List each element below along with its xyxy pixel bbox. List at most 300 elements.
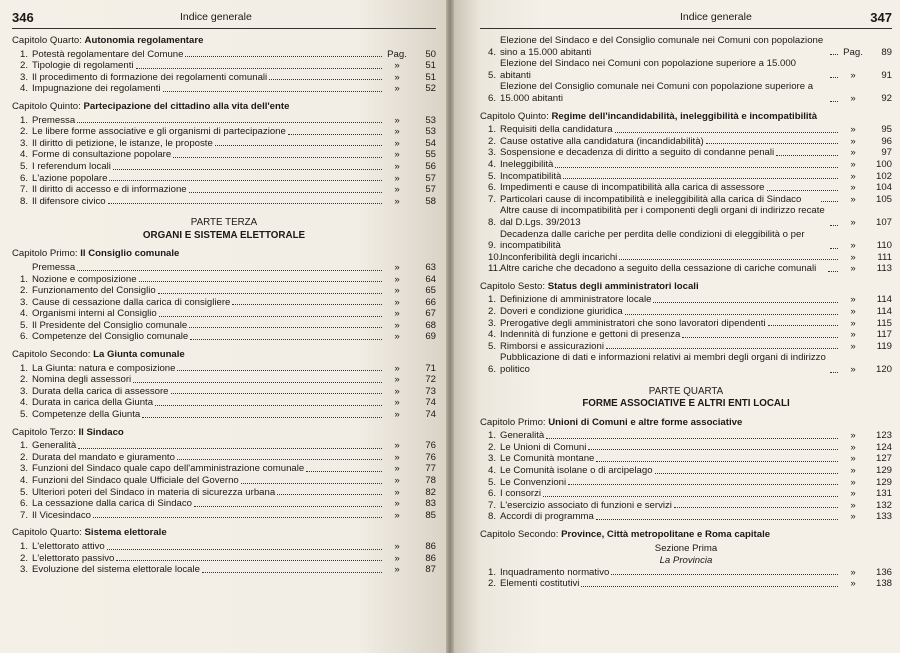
page-marker: » [394, 451, 400, 463]
index-entry [12, 184, 436, 196]
dot-leader [596, 461, 838, 462]
entry-page-number: 82 [425, 486, 436, 498]
right-index-entries [480, 35, 892, 590]
entry-title-wrap [32, 331, 384, 343]
entry-title: Altre cariche che decadono a seguito della cessazione di cariche comunali [500, 263, 817, 275]
page-marker: » [394, 296, 400, 308]
dot-leader [830, 372, 838, 373]
page-marker: » [394, 331, 400, 343]
dot-leader [306, 471, 382, 472]
dot-leader [682, 337, 838, 338]
entry-title-wrap [32, 173, 384, 185]
entry-page-number: 63 [425, 261, 436, 273]
entry-title: Impugnazione dei regolamenti [32, 83, 161, 95]
entry-title: I consorzi [500, 488, 542, 500]
page-marker: » [850, 578, 856, 590]
entry-title: Inconferibilità degli incarichi [500, 251, 618, 263]
page-marker: » [394, 126, 400, 138]
index-entry [12, 173, 436, 185]
part-heading [480, 386, 892, 411]
index-entry [480, 229, 892, 252]
dot-leader [177, 459, 382, 460]
entry-title: Nozione e composizione [32, 273, 137, 285]
entry-page-number: 78 [425, 475, 436, 486]
entry-page-number: 100 [875, 158, 892, 170]
entry-page-number: 111 [877, 251, 892, 263]
index-entry [480, 430, 892, 442]
entry-page-number: 119 [876, 340, 892, 352]
index-entry [480, 294, 892, 306]
entry-title-wrap [500, 205, 840, 228]
entry-title-wrap [32, 463, 384, 475]
entry-page-number: 65 [425, 285, 436, 297]
entry-title: Generalità [32, 440, 77, 452]
entry-title: Le Unioni di Comuni [500, 441, 587, 453]
dot-leader [139, 281, 382, 282]
entry-page-number: 110 [876, 240, 892, 252]
chapter-label: Capitolo Primo: [480, 416, 549, 428]
index-entry [480, 453, 892, 465]
dot-leader [136, 68, 382, 69]
entry-title: L'elettorato passivo [32, 552, 115, 564]
dot-leader [706, 143, 838, 144]
dot-leader [190, 339, 382, 340]
page-marker: » [850, 566, 856, 578]
part-heading [12, 217, 436, 242]
entry-title: Funzioni del Sindaco quale Ufficiale del Governo [32, 475, 239, 486]
page-marker: » [394, 83, 400, 95]
entry-title-wrap [32, 452, 384, 464]
page-marker: » [394, 114, 400, 126]
index-entry [12, 274, 436, 286]
entry-title: Particolari cause di incompatibilità e ineleggibilità alla carica di Sindaco [500, 193, 802, 205]
entry-title-wrap [500, 171, 840, 183]
entry-number: 6. [488, 364, 497, 376]
entry-number: 1. [488, 430, 497, 442]
entry-title: Indennità di funzione e gettoni di presenza [500, 329, 681, 341]
entry-title: Forme di consultazione popolare [32, 149, 172, 161]
dot-leader [171, 393, 382, 394]
entry-page-number: 64 [425, 273, 436, 285]
dot-leader [288, 134, 382, 135]
index-entry [12, 285, 436, 297]
part-title: ORGANI E SISTEMA ELETTORALE [142, 229, 306, 241]
page-marker: » [394, 564, 400, 576]
entry-title-wrap [32, 510, 384, 522]
index-entry [480, 352, 892, 375]
entry-title: Definizione di amministratore locale [500, 294, 652, 306]
page-marker: » [850, 294, 856, 306]
entry-page-number: 127 [875, 453, 892, 465]
entry-title: Competenze della Giunta [32, 409, 141, 421]
page-marker: » [394, 261, 400, 273]
entry-title: L'esercizio associato di funzioni e servizi [500, 499, 672, 511]
entry-title-wrap [500, 442, 840, 454]
page-marker: » [850, 430, 856, 442]
index-entry [12, 196, 436, 208]
chapter-label: Capitolo Secondo: [480, 528, 562, 540]
entry-page-number: 96 [881, 135, 892, 147]
entry-title: Impedimenti e cause di incompatibilità alla carica di assessore [500, 182, 765, 194]
dot-leader [619, 259, 838, 260]
index-entry [12, 452, 436, 464]
entry-title: Le Comunità isolane o di arcipelago [500, 465, 653, 476]
section-subtitle: La Provincia [659, 554, 713, 566]
page-marker: » [850, 92, 856, 104]
dot-leader [159, 316, 382, 317]
entry-title-wrap [32, 49, 384, 61]
index-entry [480, 341, 892, 353]
dot-leader [241, 483, 382, 484]
entry-title-wrap [32, 386, 384, 398]
entry-title: Il diritto di accesso e di informazione [32, 184, 187, 196]
index-entry [12, 553, 436, 565]
entry-title-wrap [32, 274, 384, 286]
chapter-title: Province, Città metropolitane e Roma capitale [561, 528, 771, 540]
left-page [0, 0, 446, 653]
entry-title: Elementi costitutivi [500, 578, 580, 590]
entry-page-number: 92 [881, 92, 892, 104]
entry-page-number: 72 [425, 374, 436, 386]
entry-title-wrap [32, 149, 384, 161]
page-marker: » [850, 465, 856, 476]
entry-number: 4. [488, 158, 497, 170]
right-page-number: 347 [870, 10, 892, 25]
entry-title: Sospensione e decadenza di diritto a seguito di condanne penali [500, 147, 775, 159]
entry-title-wrap [500, 147, 840, 159]
chapter-heading [480, 529, 892, 541]
entry-number: 2. [20, 374, 29, 386]
entry-page-number: 114 [876, 294, 892, 306]
dot-leader [568, 484, 838, 485]
entry-title-wrap [500, 58, 840, 81]
entry-number: 6. [488, 488, 497, 500]
chapter-heading [12, 35, 436, 47]
entry-title-wrap [32, 374, 384, 386]
chapter-title: Regime dell'incandidabilità, ineleggibilità e incompatibilità [551, 110, 818, 122]
entry-page-number: 74 [425, 397, 436, 409]
entry-title-wrap [32, 498, 384, 510]
dot-leader [107, 549, 382, 550]
page-marker: » [850, 340, 856, 352]
index-entry [480, 465, 892, 477]
index-entry [12, 126, 436, 138]
chapter-label: Capitolo Quarto: [12, 527, 85, 539]
page-marker: » [850, 364, 856, 376]
entry-title-wrap [32, 72, 384, 84]
index-entry [12, 564, 436, 576]
page-marker: » [850, 488, 856, 500]
index-entry [12, 475, 436, 487]
dot-leader [588, 449, 838, 450]
entry-title: Organismi interni al Consiglio [32, 308, 157, 320]
entry-number: 1. [20, 362, 29, 374]
entry-title: Il Vicesindaco [32, 509, 92, 521]
entry-title-wrap [500, 252, 840, 264]
left-page-header [12, 10, 436, 29]
entry-number: 6. [488, 92, 497, 104]
entry-page-number: 136 [875, 566, 892, 578]
chapter-label: Capitolo Quarto: [12, 35, 85, 46]
dot-leader [830, 225, 838, 226]
entry-number: 6. [20, 498, 29, 510]
entry-title-wrap [32, 115, 384, 127]
entry-page-number: 76 [425, 451, 436, 463]
entry-title-wrap [32, 475, 384, 487]
index-entry [480, 500, 892, 512]
index-entry [12, 72, 436, 84]
entry-title: Ulteriori poteri del Sindaco in materia di sicurezza urbana [32, 486, 276, 498]
entry-number: 5. [488, 170, 497, 182]
entry-number: 10. [488, 251, 502, 263]
entry-page-number: 129 [875, 476, 892, 488]
dot-leader [185, 56, 382, 57]
dot-leader [108, 203, 382, 204]
page-marker: » [394, 184, 400, 196]
entry-title: La cessazione dalla carica di Sindaco [32, 498, 192, 510]
entry-number: 3. [20, 137, 29, 149]
entry-number: 3. [20, 71, 29, 83]
index-entry [12, 115, 436, 127]
index-entry [12, 262, 436, 274]
index-entry [12, 83, 436, 95]
entry-page-number: 58 [425, 195, 436, 207]
entry-number: 2. [20, 285, 29, 297]
page-marker: » [850, 511, 856, 523]
entry-number: 2. [488, 306, 497, 318]
section-label: Sezione Prima [654, 542, 718, 554]
chapter-heading [12, 527, 436, 539]
entry-title-wrap [32, 138, 384, 150]
entry-title-wrap [32, 161, 384, 173]
dot-leader [177, 370, 382, 371]
right-page-header [480, 10, 892, 29]
entry-title-wrap [32, 196, 384, 208]
dot-leader [155, 405, 382, 406]
left-index-entries [12, 35, 436, 576]
index-entry [480, 567, 892, 579]
entry-number: 3. [20, 296, 29, 308]
dot-leader [78, 448, 382, 449]
page-marker: » [394, 60, 400, 72]
index-entry [12, 498, 436, 510]
index-entry [480, 124, 892, 136]
page-marker: » [394, 319, 400, 331]
entry-page-number: 104 [875, 182, 892, 194]
page-marker: » [394, 509, 400, 521]
entry-title: Competenze del Consiglio comunale [32, 331, 189, 343]
page-marker: » [394, 308, 400, 320]
entry-number: 4. [20, 83, 29, 95]
entry-title: Accordi di programma [500, 511, 594, 523]
page-marker: » [394, 385, 400, 397]
entry-title-wrap [500, 352, 840, 375]
dot-leader [232, 304, 382, 305]
chapter-label: Capitolo Secondo: [12, 349, 94, 361]
entry-page-number: 102 [875, 170, 892, 182]
entry-number: 7. [20, 509, 29, 521]
entry-page-number: 132 [875, 499, 892, 511]
chapter-title: Il Consiglio comunale [80, 248, 180, 260]
entry-number: 5. [20, 409, 29, 421]
entry-number: 2. [20, 552, 29, 564]
page-marker: » [850, 69, 856, 81]
entry-number: 1. [20, 273, 29, 285]
dot-leader [142, 417, 382, 418]
page-marker: » [394, 463, 400, 475]
entry-number: 4. [488, 465, 497, 476]
entry-number: 5. [488, 69, 497, 81]
entry-title-wrap [32, 564, 384, 576]
part-label: PARTE QUARTA [648, 385, 724, 397]
index-entry [12, 409, 436, 421]
dot-leader [77, 122, 382, 123]
index-entry [12, 487, 436, 499]
dot-leader [776, 155, 838, 156]
index-entry [12, 138, 436, 150]
entry-title: Funzionamento del Consiglio [32, 285, 156, 297]
entry-page-number: 86 [425, 540, 436, 552]
entry-title: Decadenza dalle cariche per perdita delle condizioni di eleggibilità o per incompatibilità [500, 228, 805, 252]
entry-title-wrap [32, 83, 384, 95]
entry-title-wrap [500, 182, 840, 194]
page-marker: » [394, 160, 400, 172]
entry-title: Il difensore civico [32, 195, 106, 207]
dot-leader [555, 167, 838, 168]
dot-leader [615, 132, 838, 133]
entry-title-wrap [500, 578, 840, 590]
entry-page-number: 133 [875, 511, 892, 523]
dot-leader [625, 314, 838, 315]
entry-title-wrap [500, 124, 840, 136]
dot-leader [767, 190, 839, 191]
part-label: PARTE TERZA [190, 217, 258, 229]
entry-title-wrap [32, 409, 384, 421]
chapter-title: Autonomia regolamentare [84, 35, 204, 46]
entry-number: 5. [20, 319, 29, 331]
entry-title: Durata in carica della Giunta [32, 397, 154, 409]
page-marker: » [394, 552, 400, 564]
chapter-title: Unioni di Comuni e altre forme associative [548, 416, 743, 428]
entry-title-wrap [500, 453, 840, 465]
entry-title-wrap [500, 511, 840, 523]
page-marker: » [850, 147, 856, 159]
entry-title: Rimborsi e assicurazioni [500, 340, 604, 352]
entry-title-wrap [500, 306, 840, 318]
entry-page-number: 129 [875, 465, 892, 476]
index-entry [480, 205, 892, 228]
dot-leader [653, 302, 838, 303]
index-entry [12, 297, 436, 309]
entry-number: 7. [488, 499, 497, 511]
entry-title-wrap [32, 553, 384, 565]
entry-page-number: 73 [425, 385, 436, 397]
index-entry [12, 331, 436, 343]
right-running-title: Indice generale [680, 11, 752, 23]
chapter-heading [12, 349, 436, 361]
entry-number: 2. [20, 451, 29, 463]
entry-page-number: 86 [425, 552, 436, 564]
entry-title-wrap [500, 35, 840, 58]
page-marker: » [850, 453, 856, 465]
page-marker: » [850, 158, 856, 170]
chapter-heading [12, 248, 436, 260]
chapter-title: La Giunta comunale [93, 349, 185, 361]
dot-leader [269, 79, 382, 80]
entry-number: 1. [20, 440, 29, 452]
entry-number: 3. [488, 317, 497, 329]
dot-leader [768, 325, 838, 326]
dot-leader [173, 157, 382, 158]
entry-title-wrap [500, 430, 840, 442]
dot-leader [77, 270, 382, 271]
entry-title: Premessa [32, 114, 76, 126]
index-entry [480, 578, 892, 590]
index-entry [12, 60, 436, 72]
entry-number: 3. [488, 453, 497, 465]
entry-title: Nomina degli assessori [32, 374, 132, 386]
page-marker: » [394, 362, 400, 374]
index-entry [480, 182, 892, 194]
part-title: FORME ASSOCIATIVE E ALTRI ENTI LOCALI [582, 398, 790, 410]
entry-page-number: 67 [425, 308, 436, 320]
dot-leader [596, 519, 838, 520]
entry-number: 7. [488, 193, 497, 205]
dot-leader [109, 180, 382, 181]
dot-leader [830, 101, 838, 102]
page-marker: » [394, 137, 400, 149]
dot-leader [158, 293, 382, 294]
entry-title: I referendum locali [32, 160, 111, 172]
entry-title: Ineleggibilità [500, 158, 554, 170]
dot-leader [830, 54, 838, 55]
page-marker: » [394, 285, 400, 297]
entry-number: 1. [488, 124, 497, 136]
entry-page-number: 124 [875, 441, 892, 453]
entry-title: Il procedimento di formazione dei regolamenti comunali [32, 71, 268, 83]
entry-page-number: 123 [875, 430, 892, 442]
entry-title-wrap [500, 341, 840, 353]
page-marker: » [850, 317, 856, 329]
entry-title: Le libere forme associative e gli organismi di partecipazione [32, 126, 286, 138]
entry-number: 3. [20, 463, 29, 475]
entry-title: Premessa [32, 261, 76, 273]
index-entry [480, 159, 892, 171]
dot-leader [116, 560, 382, 561]
dot-leader [674, 507, 838, 508]
entry-number: 8. [20, 195, 29, 207]
index-entry [12, 363, 436, 375]
index-entry [12, 320, 436, 332]
entry-title-wrap [500, 194, 840, 206]
entry-number: 11. [488, 263, 501, 275]
entry-title: Cause di cessazione dalla carica di consigliere [32, 296, 231, 308]
entry-title: Durata del mandato e giuramento [32, 451, 175, 463]
entry-number: 4. [20, 397, 29, 409]
page-marker: » [850, 216, 856, 228]
entry-page-number: 51 [425, 60, 436, 72]
entry-number: 4. [20, 308, 29, 320]
index-entry [480, 306, 892, 318]
index-entry [12, 541, 436, 553]
entry-number: 2. [20, 126, 29, 138]
entry-title-wrap [500, 81, 840, 104]
entry-number: 9. [488, 240, 497, 252]
entry-title-wrap [500, 318, 840, 330]
dot-leader [277, 494, 382, 495]
entry-page-number: 69 [425, 331, 436, 343]
entry-title: Le Convenzioni [500, 476, 567, 488]
